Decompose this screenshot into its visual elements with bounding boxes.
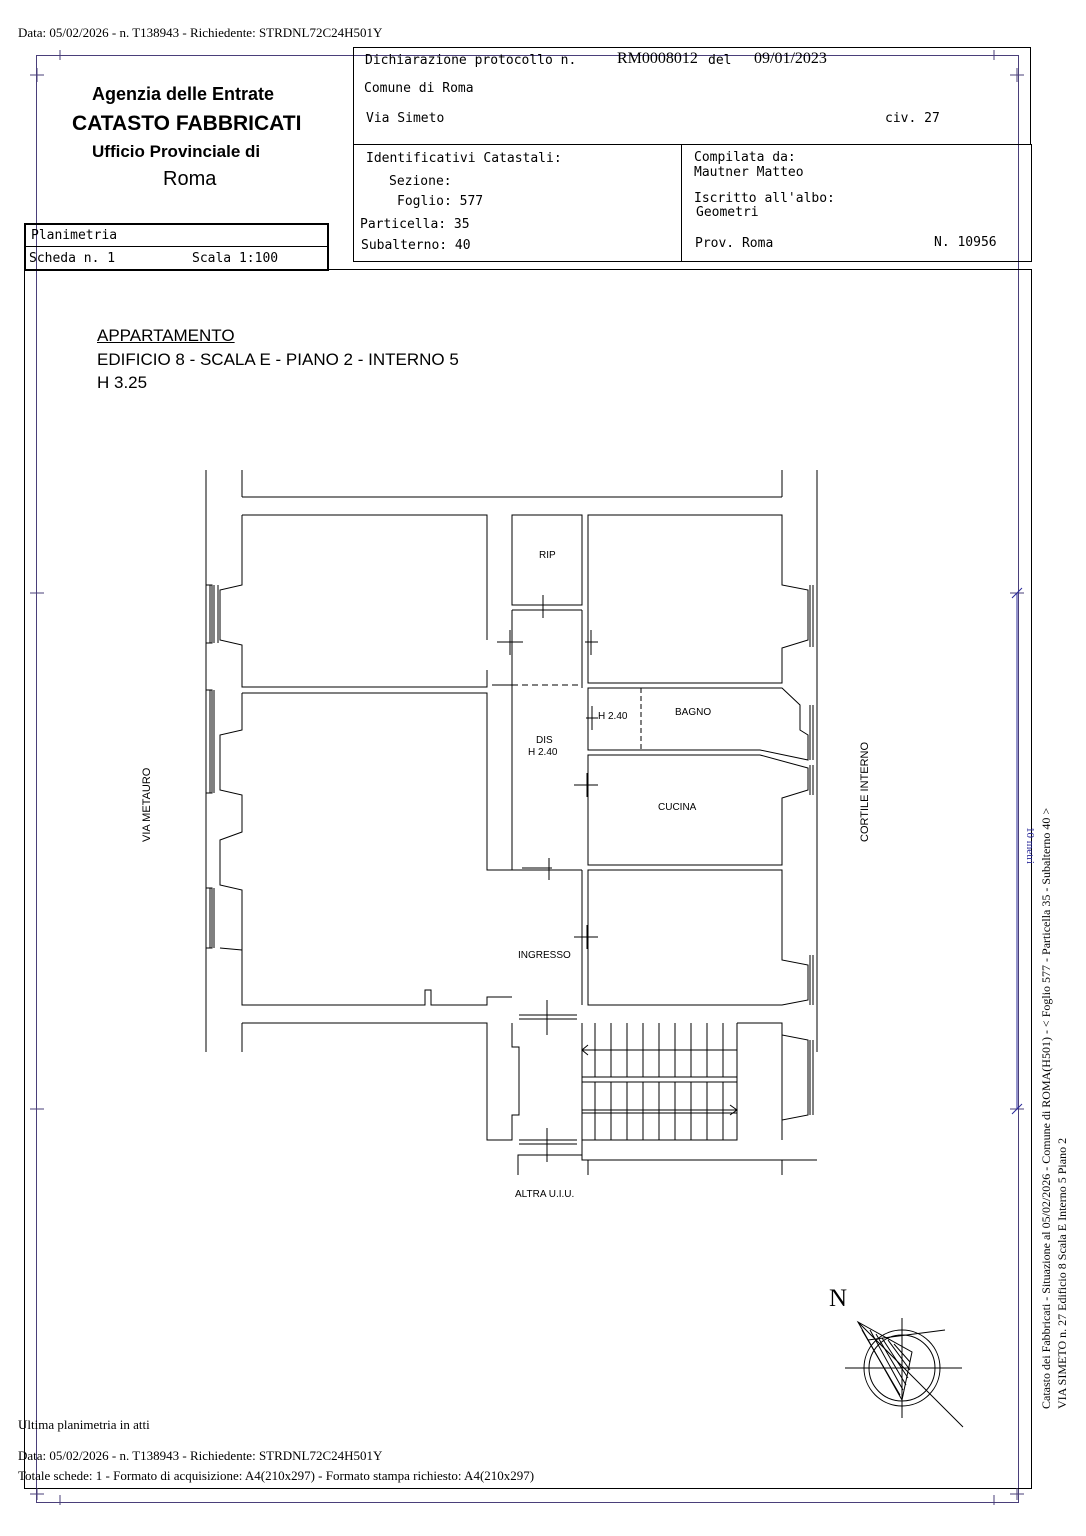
declaration-del: del — [708, 53, 732, 68]
foglio-value: Foglio: 577 — [397, 194, 484, 209]
identifiers-title: Identificativi Catastali: — [366, 151, 562, 166]
footer-last-plan: Ultima planimetria in atti — [18, 1417, 150, 1432]
side-info-text: Catasto dei Fabbricati - Situazione al 05/02/2026 - Comune di ROMA(H501) - < Foglio 577 - Particella 35 - Subalterno 40 > — [1039, 807, 1053, 1409]
room-label-dis: DIS — [536, 735, 553, 746]
office-label: Ufficio Provinciale di — [92, 142, 261, 161]
office-city: Roma — [163, 168, 217, 190]
particella-value: Particella: 35 — [360, 217, 470, 232]
plan-title: APPARTAMENTO — [97, 326, 235, 345]
civic-number: civ. 27 — [885, 111, 940, 126]
scale-bar-label: 10 metri — [1024, 827, 1036, 864]
agency-name: Agenzia delle Entrate — [92, 84, 275, 104]
albo-value: Geometri — [696, 205, 759, 220]
comune-label: Comune di Roma — [364, 81, 474, 96]
sheet-title: Planimetria — [31, 228, 118, 243]
plan-height: H 3.25 — [97, 373, 148, 392]
compiled-name: Mautner Matteo — [694, 165, 804, 180]
province-label: Prov. Roma — [695, 236, 774, 251]
side-address-text: VIA SIMETO n. 27 Edificio 8 Scala E Interno 5 Piano 2 — [1055, 1137, 1069, 1409]
footer-request-note: Data: 05/02/2026 - n. T138943 - Richiedente: STRDNL72C24H501Y — [18, 1448, 383, 1463]
room-label-ingresso: INGRESSO — [518, 950, 571, 961]
declaration-number: RM0008012 — [617, 50, 698, 67]
plan-subtitle: EDIFICIO 8 - SCALA E - PIANO 2 - INTERNO 5 — [97, 350, 459, 369]
top-request-note: Data: 05/02/2026 - n. T138943 - Richiedente: STRDNL72C24H501Y — [18, 25, 383, 40]
sheet-number: Scheda n. 1 — [29, 251, 116, 266]
room-label-altra-uiu: ALTRA U.I.U. — [515, 1189, 575, 1200]
declaration-label: Dichiarazione protocollo n. — [365, 53, 577, 68]
sezione-label: Sezione: — [389, 174, 452, 189]
room-label-bagno: BAGNO — [675, 707, 712, 718]
albo-label: Iscritto all'albo: — [694, 191, 835, 206]
street-label-right: CORTILE INTERNO — [859, 741, 871, 842]
registration-number: N. 10956 — [934, 235, 997, 250]
room-height-dis: H 2.40 — [528, 747, 558, 758]
catasto-title: CATASTO FABBRICATI — [72, 112, 302, 135]
room-label-rip: RIP — [539, 550, 556, 561]
declaration-date: 09/01/2023 — [754, 50, 827, 67]
street-label-left: VIA METAURO — [141, 767, 153, 842]
footer-totals: Totale schede: 1 - Formato di acquisizione: A4(210x297) - Formato stampa richiesto: A4(210x297) — [18, 1468, 535, 1483]
compiled-label: Compilata da: — [694, 150, 796, 165]
room-height-bagno: H 2.40 — [598, 711, 628, 722]
subalterno-value: Subalterno: 40 — [361, 238, 471, 253]
street-label: Via Simeto — [366, 111, 445, 126]
room-label-cucina: CUCINA — [658, 802, 697, 813]
sheet-scale: Scala 1:100 — [192, 251, 279, 266]
compass-north-label: N — [829, 1285, 848, 1312]
